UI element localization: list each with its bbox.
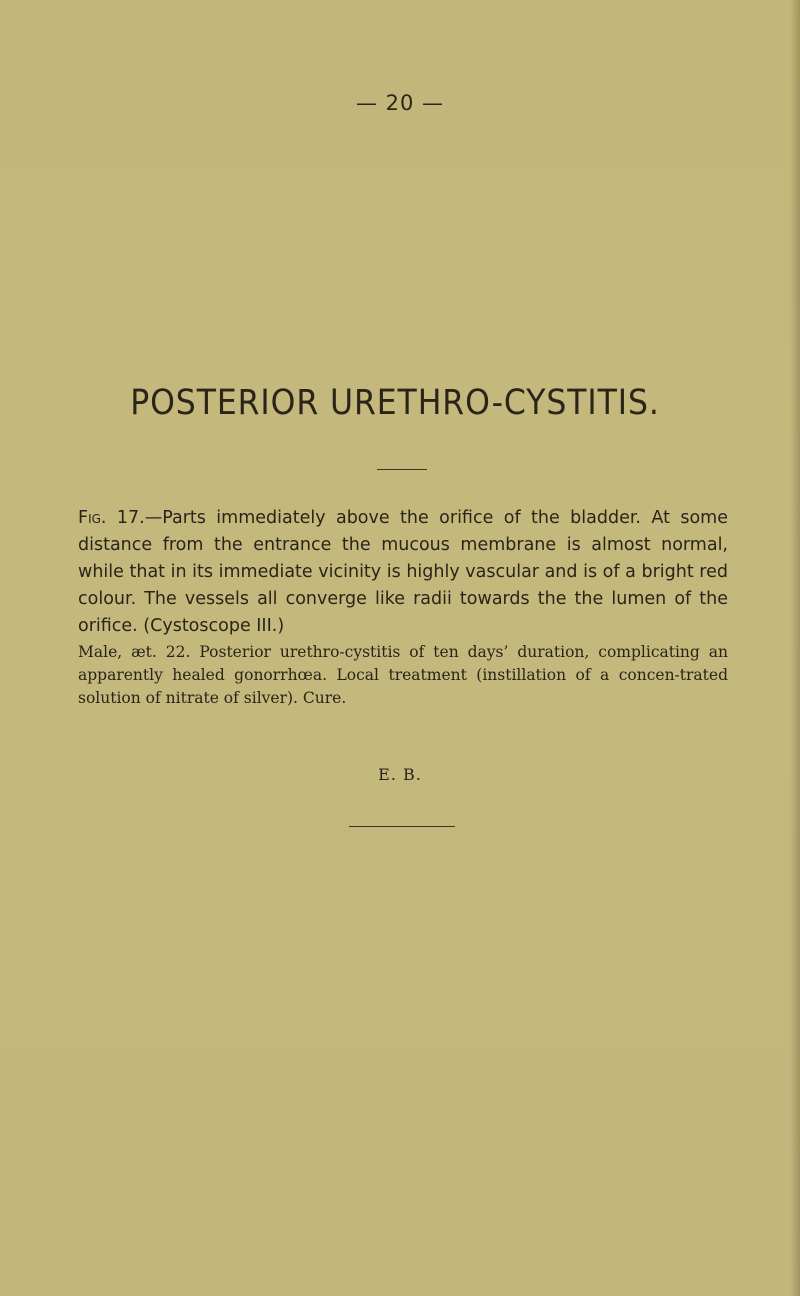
page-edge-shadow: [790, 0, 800, 1296]
page-title: POSTERIOR URETHRO-CYSTITIS.: [130, 383, 660, 423]
figure-label: Fig. 17.: [78, 508, 145, 528]
figure-description: —Parts immediately above the orifice of the bladder. At some distance from the entrance the mucous membrane is almost normal, while that in its immediate vicinity is highly vascular and is of a bright red colour. The vessels all converge like radii towards the the lumen of the orifice. (Cystoscope III.): [78, 508, 728, 636]
author-initials: E. B.: [378, 765, 422, 784]
page-number: — 20 —: [355, 91, 445, 115]
figure-caption: [78, 505, 728, 640]
title-divider: [377, 469, 427, 470]
closing-rule: [349, 826, 455, 827]
case-report: Male, æt. 22. Posterior urethro-cystitis of ten days’ duration, complicating an apparently healed gonorrhœa. Local treatment (instillation of a concen-trated solution of nitrate of silver). Cure.: [78, 643, 728, 707]
